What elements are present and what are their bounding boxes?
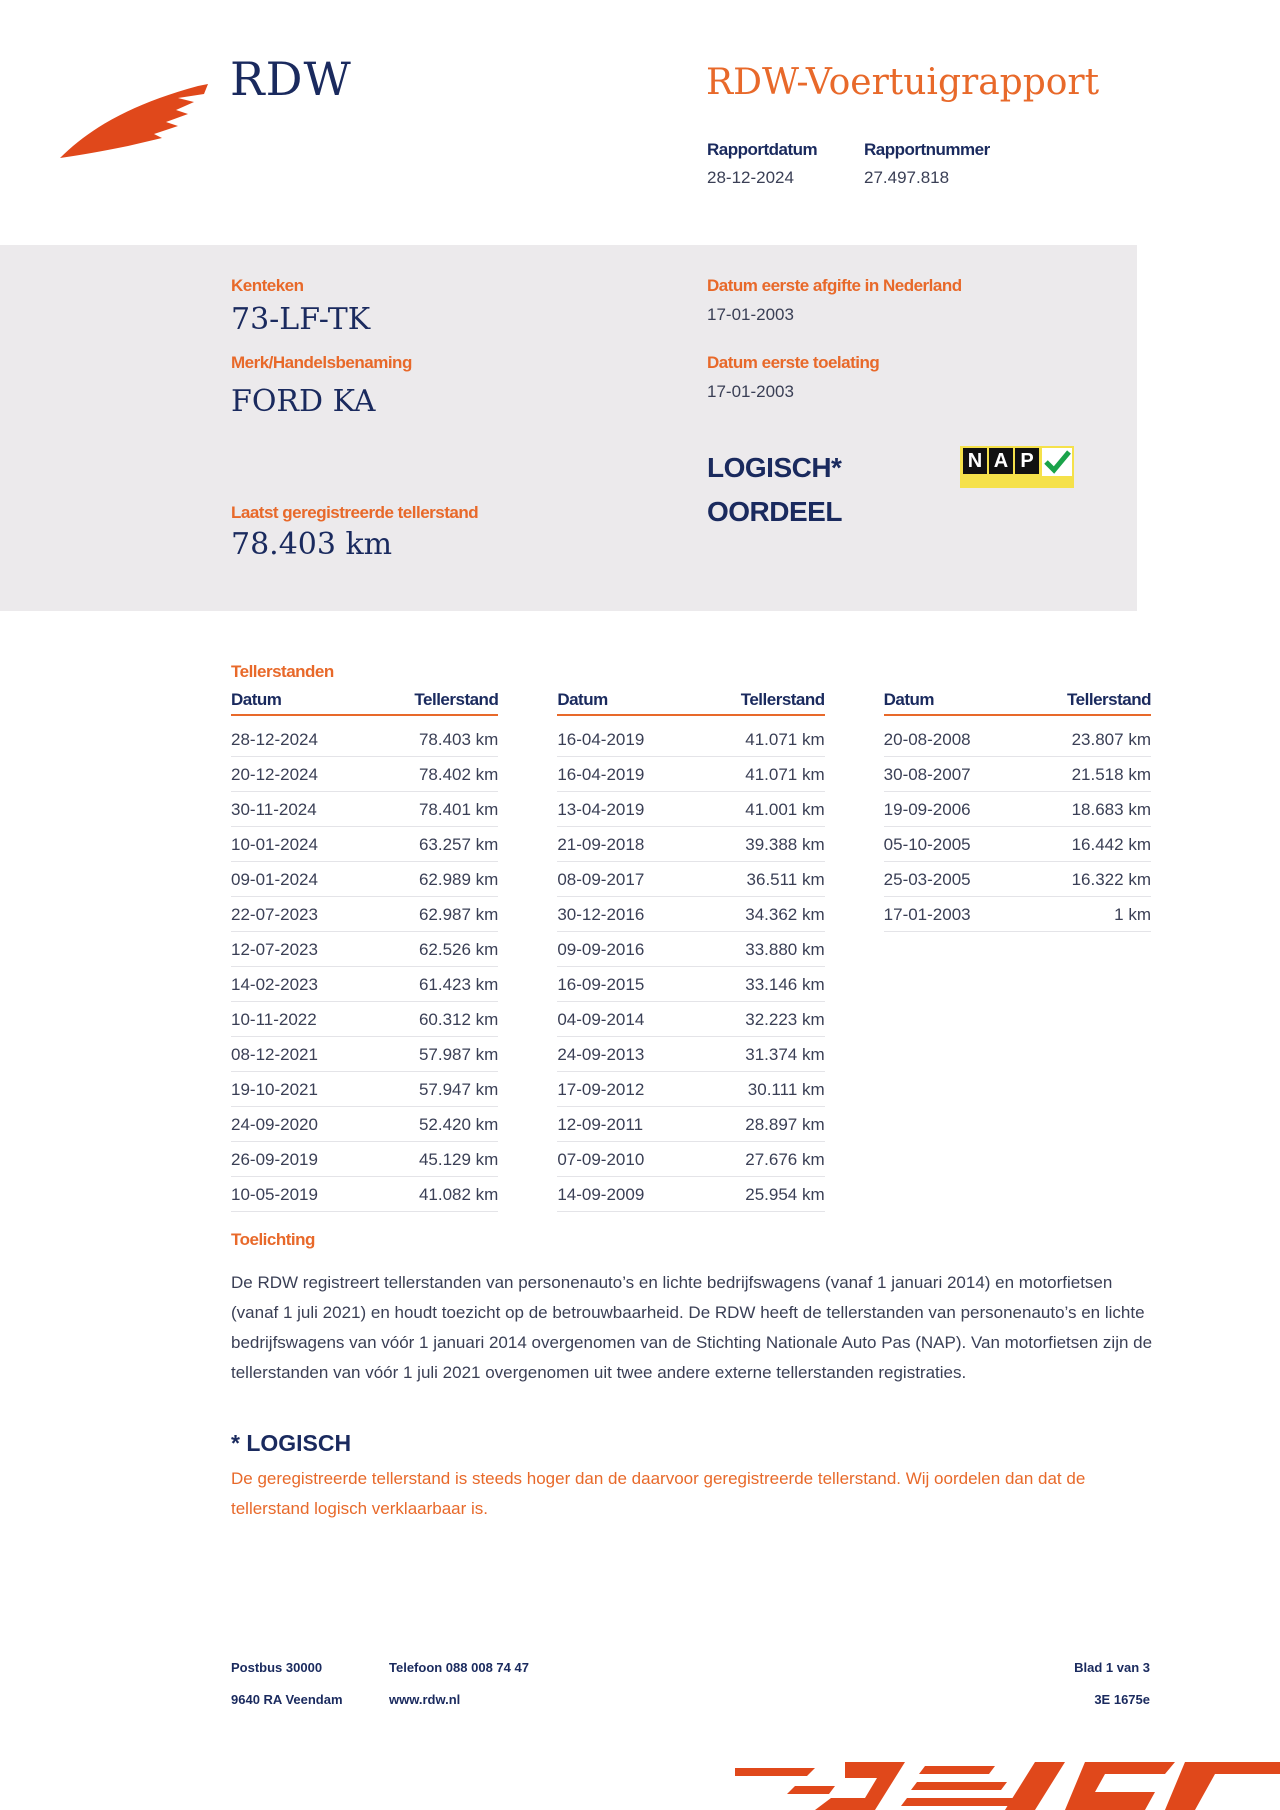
reading-value: 60.312 km	[418, 1010, 499, 1029]
footer-page-number: Blad 1 van 3	[1074, 1660, 1150, 1675]
table-row	[231, 1038, 498, 1072]
reading-value: 41.071 km	[745, 765, 825, 784]
reading-value: 61.423 km	[418, 975, 499, 994]
date-column-header: Datum	[883, 690, 935, 709]
nap-letter-a: A	[989, 448, 1013, 474]
readings-column	[884, 690, 1151, 1212]
table-row	[231, 793, 498, 827]
table-row	[557, 968, 824, 1002]
reading-date: 10-05-2019	[231, 1185, 318, 1204]
decorative-stripes-icon	[735, 1758, 1280, 1810]
reading-value: 33.146 km	[745, 975, 825, 994]
table-row	[557, 863, 824, 897]
first-issue-nl-label: Datum eerste afgifte in Nederland	[707, 276, 962, 295]
table-row	[231, 1143, 498, 1177]
reading-date: 16-09-2015	[557, 975, 645, 994]
reading-value: 1 km	[1114, 905, 1151, 924]
table-row	[884, 793, 1151, 827]
reading-date: 17-09-2012	[557, 1080, 645, 1099]
footer-city: 9640 RA Veendam	[231, 1692, 343, 1707]
value-column-header: Tellerstand	[740, 690, 825, 709]
reading-date: 05-10-2005	[883, 835, 971, 854]
reading-value: 62.987 km	[418, 905, 499, 924]
reading-date: 14-09-2009	[557, 1185, 645, 1204]
table-row	[884, 863, 1151, 897]
table-row	[231, 933, 498, 967]
table-row	[231, 1178, 498, 1212]
table-row	[557, 1003, 824, 1037]
table-row	[557, 758, 824, 792]
footer-website[interactable]: www.rdw.nl	[389, 1692, 461, 1707]
readings-section-label: Tellerstanden	[231, 662, 334, 681]
reading-date: 22-07-2023	[231, 905, 318, 924]
report-title: RDW-Voertuigrapport	[706, 62, 1100, 103]
reading-date: 30-11-2024	[231, 800, 317, 819]
reading-value: 78.402 km	[418, 765, 499, 784]
table-row	[557, 933, 824, 967]
table-row	[884, 758, 1151, 792]
reading-value: 41.082 km	[418, 1185, 499, 1204]
reading-date: 24-09-2020	[231, 1115, 318, 1134]
readings-header	[557, 690, 824, 716]
reading-date: 17-01-2003	[883, 905, 971, 924]
footer-phone: Telefoon 088 008 74 47	[389, 1660, 529, 1675]
table-row	[557, 723, 824, 757]
table-row	[231, 1073, 498, 1107]
verdict-logisch: LOGISCH*	[707, 452, 842, 483]
first-admission-date: 17-01-2003	[707, 382, 794, 401]
reading-value: 34.362 km	[745, 905, 825, 924]
report-number: 27.497.818	[864, 168, 950, 187]
reading-date: 16-04-2019	[557, 765, 645, 784]
first-issue-nl-date: 17-01-2003	[707, 305, 794, 324]
odometer-value: 78.403 km	[231, 527, 393, 562]
reading-value: 39.388 km	[745, 835, 825, 854]
panel-tab	[0, 582, 150, 612]
reading-date: 20-12-2024	[231, 765, 318, 784]
reading-value: 57.987 km	[418, 1045, 499, 1064]
report-number-label: Rapportnummer	[864, 140, 990, 159]
reading-value: 28.897 km	[745, 1115, 825, 1134]
reading-date: 13-04-2019	[557, 800, 645, 819]
reading-date: 07-09-2010	[557, 1150, 645, 1169]
footer-code: 3E 1675e	[1094, 1692, 1150, 1707]
table-row	[557, 1178, 824, 1212]
explanation-label: Toelichting	[231, 1230, 315, 1249]
vehicle-summary-panel	[0, 245, 1137, 611]
table-row	[557, 828, 824, 862]
readings-table	[231, 690, 1151, 1210]
logisch-heading: * LOGISCH	[231, 1430, 352, 1456]
table-row	[557, 1108, 824, 1142]
explanation-text: De RDW registreert tellerstanden van personenauto’s en lichte bedrijfswagens (vanaf 1 januari 2014) en motorfietsen (vanaf 1 juli 2021) en houdt toezicht op de betrouwbaarheid. De RDW heeft de tellerstanden van personenauto’s en lichte bedrijfswagens van vóór 1 januari 2014 overgenomen van de Stichting Nationale Auto Pas (NAP). Van motorfietsen zijn de tellerstanden van vóór 1 juli 2021 overgenomen uit twee andere externe tellerstanden registraties.	[231, 1273, 1153, 1382]
reading-value: 62.989 km	[418, 870, 499, 889]
reading-date: 09-01-2024	[231, 870, 318, 889]
reading-date: 19-09-2006	[883, 800, 971, 819]
date-column-header: Datum	[231, 690, 282, 709]
reading-value: 36.511 km	[746, 870, 825, 889]
reading-date: 30-12-2016	[557, 905, 645, 924]
report-date: 28-12-2024	[707, 168, 794, 187]
rdw-logo-icon	[58, 80, 210, 162]
reading-date: 24-09-2013	[557, 1045, 645, 1064]
reading-date: 09-09-2016	[557, 940, 645, 959]
table-row	[884, 828, 1151, 862]
table-row	[557, 1143, 824, 1177]
reading-date: 16-04-2019	[557, 730, 645, 749]
reading-value: 52.420 km	[418, 1115, 499, 1134]
reading-date: 08-12-2021	[231, 1045, 318, 1064]
reading-value: 27.676 km	[745, 1150, 825, 1169]
table-row	[231, 1108, 498, 1142]
reading-value: 23.807 km	[1071, 730, 1151, 749]
value-column-header: Tellerstand	[1067, 690, 1151, 709]
reading-value: 45.129 km	[418, 1150, 499, 1169]
reading-value: 62.526 km	[418, 940, 499, 959]
table-row	[231, 898, 498, 932]
table-row	[231, 1003, 498, 1037]
reading-value: 78.403 km	[418, 730, 499, 749]
reading-value: 57.947 km	[418, 1080, 499, 1099]
reading-value: 33.880 km	[745, 940, 825, 959]
first-admission-label: Datum eerste toelating	[707, 353, 880, 372]
readings-header	[231, 690, 498, 716]
reading-date: 30-08-2007	[883, 765, 971, 784]
reading-value: 31.374 km	[745, 1045, 825, 1064]
table-row	[884, 898, 1151, 932]
reading-date: 21-09-2018	[557, 835, 645, 854]
reading-date: 19-10-2021	[231, 1080, 318, 1099]
odometer-label: Laatst geregistreerde tellerstand	[231, 503, 479, 522]
reading-value: 41.071 km	[745, 730, 825, 749]
table-row	[557, 1073, 824, 1107]
table-row	[231, 758, 498, 792]
report-date-label: Rapportdatum	[707, 140, 818, 159]
license-plate: 73-LF-TK	[231, 302, 371, 337]
readings-column	[557, 690, 824, 1212]
reading-value: 16.322 km	[1071, 870, 1151, 889]
readings-header	[884, 690, 1151, 716]
table-row	[231, 828, 498, 862]
reading-value: 18.683 km	[1071, 800, 1151, 819]
reading-value: 30.111 km	[747, 1080, 825, 1099]
reading-value: 41.001 km	[745, 800, 825, 819]
reading-value: 21.518 km	[1071, 765, 1151, 784]
reading-date: 20-08-2008	[883, 730, 971, 749]
plate-label: Kenteken	[231, 276, 304, 295]
reading-date: 10-11-2022	[231, 1010, 317, 1029]
reading-value: 78.401 km	[418, 800, 499, 819]
logo-text: RDW	[230, 52, 352, 106]
table-row	[231, 723, 498, 757]
table-row	[557, 898, 824, 932]
date-column-header: Datum	[557, 690, 608, 709]
table-row	[884, 723, 1151, 757]
reading-date: 28-12-2024	[231, 730, 318, 749]
reading-value: 63.257 km	[418, 835, 499, 854]
table-row	[557, 1038, 824, 1072]
reading-date: 12-07-2023	[231, 940, 318, 959]
make-label: Merk/Handelsbenaming	[231, 353, 412, 372]
footer-postbus: Postbus 30000	[231, 1660, 323, 1675]
value-column-header: Tellerstand	[414, 690, 499, 709]
reading-value: 25.954 km	[745, 1185, 825, 1204]
reading-date: 12-09-2011	[557, 1115, 644, 1134]
nap-badge	[960, 446, 1074, 488]
reading-date: 25-03-2005	[883, 870, 971, 889]
reading-date: 04-09-2014	[557, 1010, 645, 1029]
table-row	[557, 793, 824, 827]
reading-date: 14-02-2023	[231, 975, 318, 994]
reading-date: 10-01-2024	[231, 835, 318, 854]
nap-letter-p: P	[1015, 448, 1039, 474]
reading-date: 26-09-2019	[231, 1150, 318, 1169]
vehicle-make: FORD KA	[231, 384, 376, 419]
verdict-oordeel: OORDEEL	[707, 496, 842, 527]
reading-value: 32.223 km	[745, 1010, 825, 1029]
reading-value: 16.442 km	[1071, 835, 1151, 854]
reading-date: 08-09-2017	[557, 870, 645, 889]
table-row	[231, 968, 498, 1002]
check-icon	[1042, 448, 1072, 476]
readings-column	[231, 690, 498, 1212]
table-row	[231, 863, 498, 897]
logisch-text: De geregistreerde tellerstand is steeds hoger dan de daarvoor geregistreerde tellerstand. Wij oordelen dan dat de tellerstand logisch verklaarbaar is.	[231, 1469, 1086, 1518]
nap-letter-n: N	[963, 448, 987, 474]
